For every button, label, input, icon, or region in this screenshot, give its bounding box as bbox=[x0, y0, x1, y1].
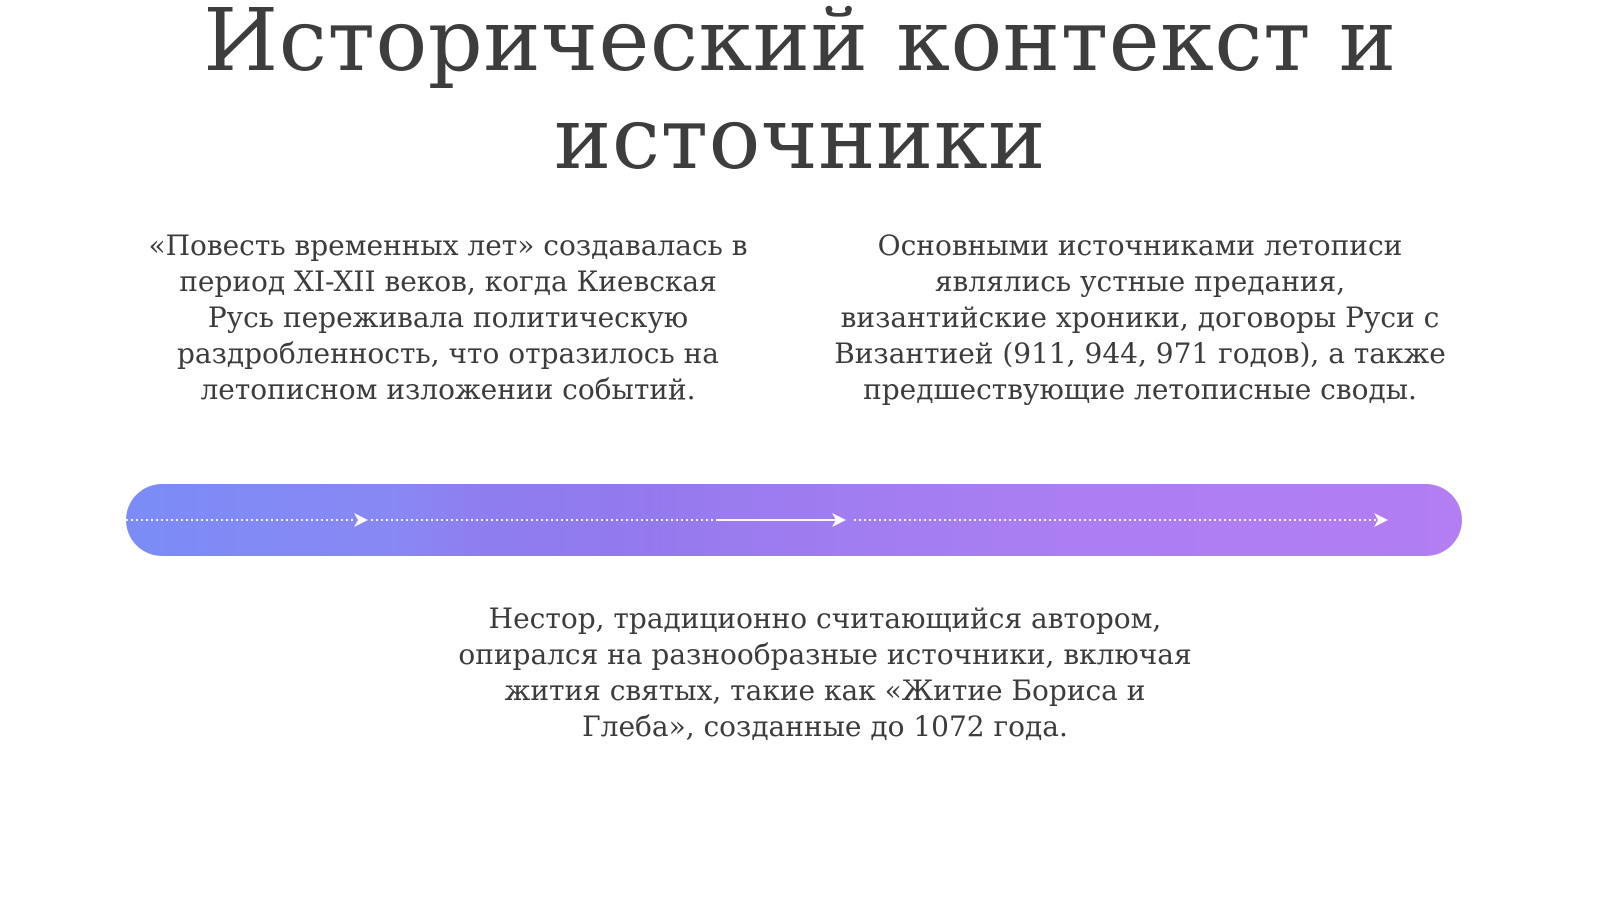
text-block-nestor: Нестор, традиционно считающийся автором, опирался на разнообразные источники, включая жития святых, такие как «Житие Бориса и Глеба», созданные до 1072 года. bbox=[458, 602, 1192, 743]
timeline-graphic bbox=[126, 484, 1462, 556]
slide-title: Исторический контекст и источники bbox=[203, 0, 1397, 189]
timeline-bar bbox=[126, 484, 1462, 556]
text-block-period: «Повесть временных лет» создавалась в период XI-XII веков, когда Киевская Русь переживала политическую раздробленность, что отразилось на летописном изложении событий. bbox=[148, 229, 748, 406]
text-block-sources: Основными источниками летописи являлись устные предания, византийские хроники, договоры Руси с Византией (911, 944, 971 годов), а также предшествующие летописные своды. bbox=[834, 229, 1446, 406]
